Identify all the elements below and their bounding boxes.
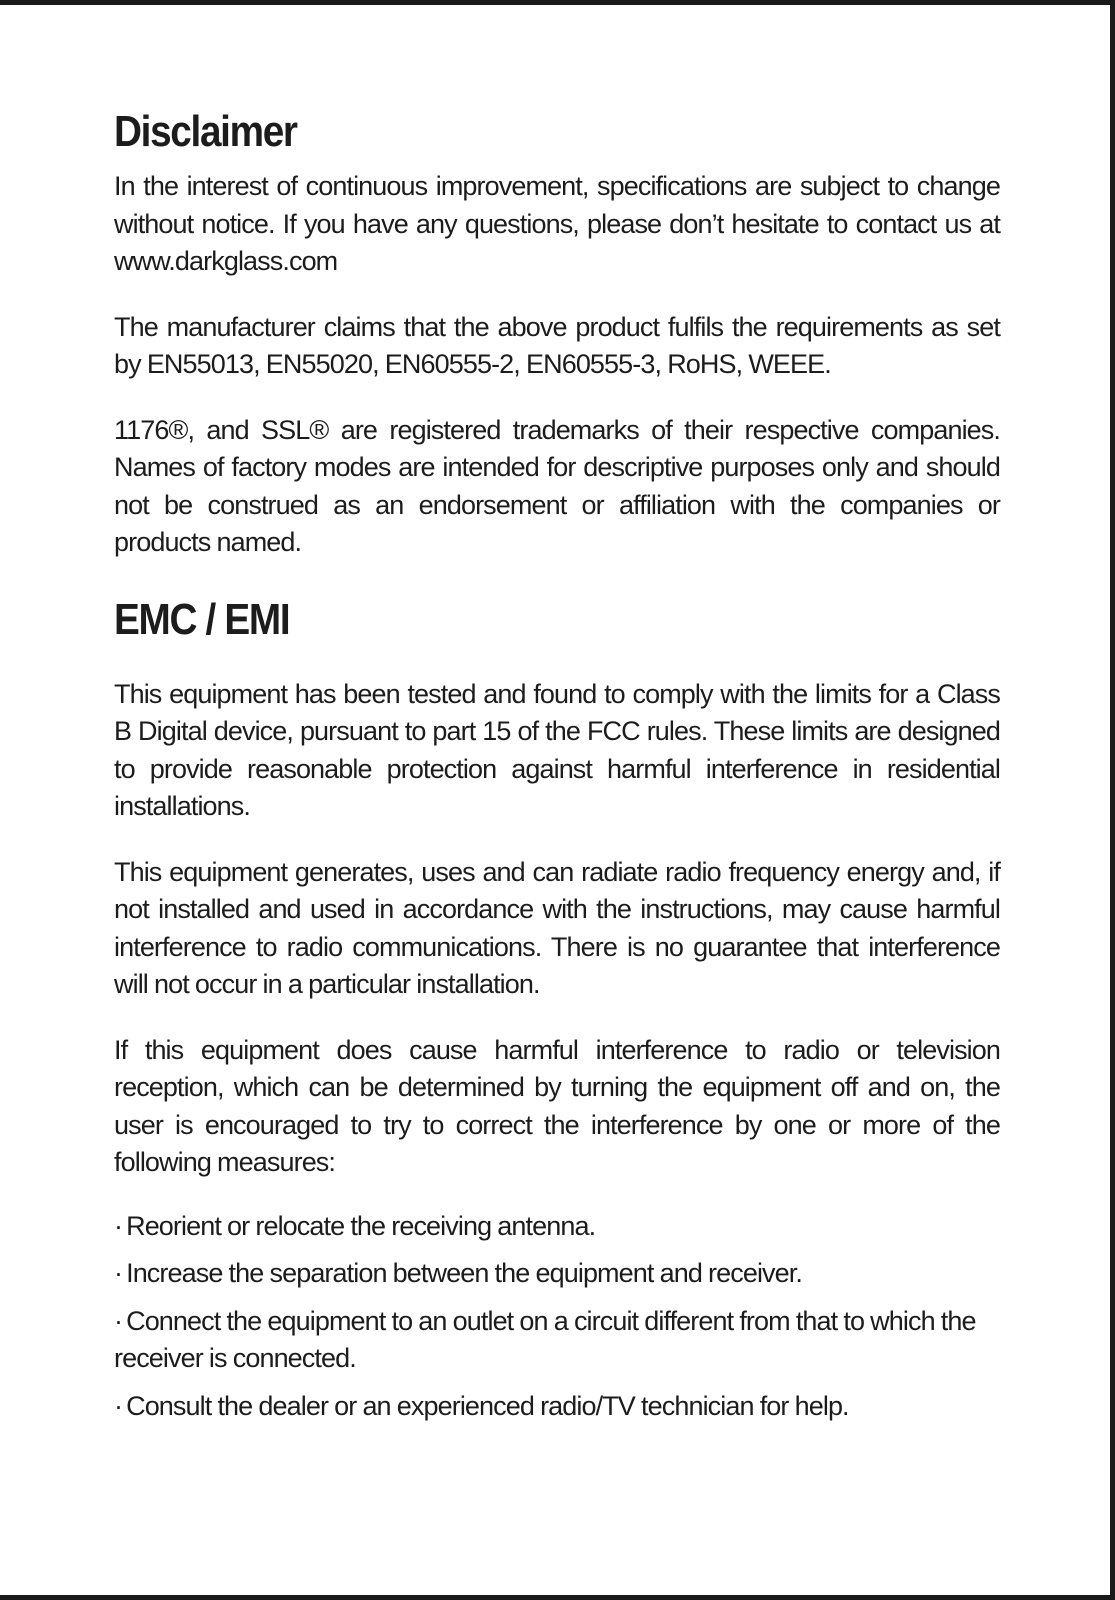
list-item [114, 1303, 1000, 1378]
bullet-marker: · [114, 1210, 123, 1241]
document-content [114, 100, 1000, 1435]
measure-text: Connect the equipment to an outlet on a circuit different from that to which the receiver is connected. [114, 1305, 976, 1373]
measures-list [114, 1208, 1000, 1426]
emc-paragraph-radio-energy: This equipment generates, uses and can radiate radio frequency energy and, if not installed and used in accordance with the instructions, may cause harmful interference to radio communications. There is no guarantee that interference will not occur in a particular installation. [114, 856, 1000, 999]
list-item [114, 1388, 1000, 1426]
disclaimer-section [114, 100, 1000, 562]
disclaimer-heading: Disclaimer [114, 107, 297, 156]
list-item [114, 1208, 1000, 1246]
measure-text: Reorient or relocate the receiving antenna. [126, 1210, 596, 1241]
emc-paragraph-measures-intro: If this equipment does cause harmful interference to radio or television reception, which can be determined by turning the equipment off and on, the user is encouraged to try to correct the interference by one or more of the following measures: [114, 1034, 1000, 1177]
emc-section [114, 588, 1000, 1426]
disclaimer-paragraph-specifications: In the interest of continuous improvement, specifications are subject to change without notice. If you have any questions, please don’t hesitate to contact us at www.darkglass.com [114, 171, 1000, 276]
emc-heading: EMC / EMI [114, 594, 290, 644]
bullet-marker: · [114, 1258, 123, 1288]
measure-text: Increase the separation between the equipment and receiver. [126, 1258, 802, 1288]
disclaimer-paragraph-compliance: The manufacturer claims that the above product fulfils the requirements as set by EN55013, EN55020, EN60555-2, EN60555-3, RoHS, WEEE. [114, 311, 1000, 379]
bullet-marker: · [114, 1305, 123, 1336]
list-item [114, 1255, 1000, 1293]
disclaimer-paragraph-trademarks: 1176®, and SSL® are registered trademarks of their respective companies. Names of factory modes are intended for descriptive purposes only and should not be construed as an endorsement or affiliation with the companies or products named. [114, 414, 1000, 557]
bullet-marker: · [114, 1390, 123, 1421]
measure-text: Consult the dealer or an experienced radio/TV technician for help. [126, 1390, 849, 1421]
emc-paragraph-fcc-limits: This equipment has been tested and found to comply with the limits for a Class B Digital device, pursuant to part 15 of the FCC rules. These limits are designed to provide reasonable protection against harmful interference in residential installations. [114, 678, 1000, 821]
